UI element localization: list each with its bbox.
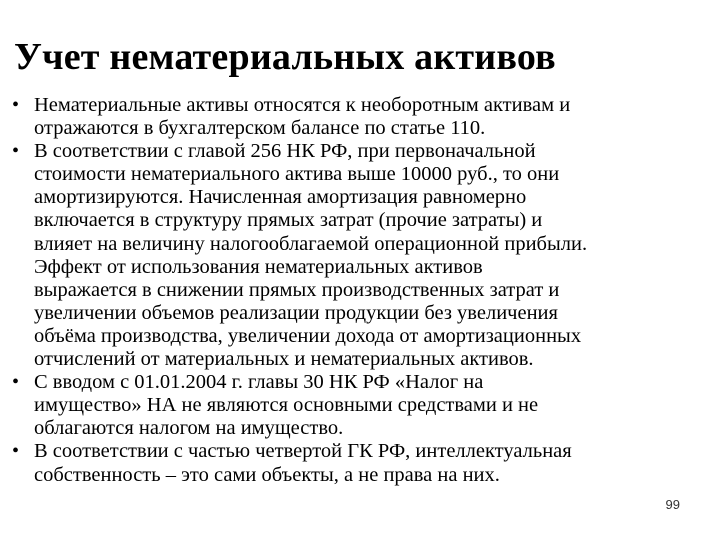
- bullet-line: Эффект от использования нематериальных активов: [34, 255, 483, 278]
- bullet-item-4: [12, 440, 702, 486]
- bullet-line: С вводом с 01.01.2004 г. главы 30 НК РФ «Налог на: [34, 371, 484, 394]
- bullet-item-3: [12, 371, 702, 440]
- bullet-line: Нематериальные активы относятся к необоротным активам и: [34, 94, 571, 116]
- bullet-line: увеличении объемов реализации продукции без увеличения: [34, 301, 558, 324]
- bullet-icon: •: [12, 440, 20, 463]
- bullet-line: отчислений от материальных и нематериальных активов.: [34, 348, 534, 371]
- bullet-line: стоимости нематериального актива выше 10000 руб., то они: [34, 163, 560, 186]
- bullet-list: [12, 94, 702, 487]
- bullet-line: объёма производства, увеличении дохода от амортизационных: [34, 324, 582, 347]
- bullet-line: включается в структуру прямых затрат (прочие затраты) и: [34, 209, 543, 232]
- bullet-line: облагаются налогом на имущество.: [34, 417, 344, 440]
- bullet-item-2: [12, 140, 702, 371]
- bullet-icon: •: [12, 371, 20, 394]
- bullet-line: собственность – это сами объекты, а не права на них.: [34, 463, 500, 486]
- bullet-item-1: [12, 94, 702, 140]
- bullet-line: амортизируются. Начисленная амортизация равномерно: [34, 186, 527, 209]
- bullet-line: В соответствии с частью четвертой ГК РФ, интеллектуальная: [34, 440, 572, 463]
- bullet-line: влияет на величину налогооблагаемой операционной прибыли.: [34, 232, 588, 255]
- slide-title: Учет нематериальных активов: [14, 36, 556, 78]
- page-number: 99: [665, 497, 680, 512]
- bullet-line: отражаются в бухгалтерском балансе по статье 110.: [34, 117, 486, 140]
- bullet-icon: •: [12, 140, 20, 163]
- bullet-line: В соответствии с главой 256 НК РФ, при первоначальной: [34, 140, 536, 163]
- bullet-line: выражается в снижении прямых производственных затрат и: [34, 278, 560, 301]
- bullet-line: имущество» НА не являются основными средствами и не: [34, 394, 539, 417]
- bullet-icon: •: [12, 94, 20, 116]
